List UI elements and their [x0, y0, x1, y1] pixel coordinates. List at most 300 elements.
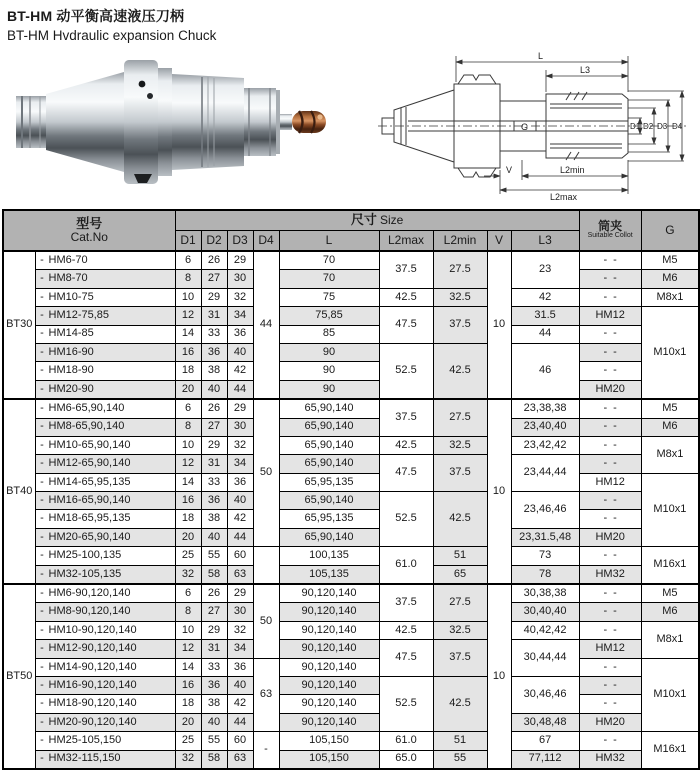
cell-l: 65,90,140: [279, 418, 379, 436]
cell-cat: [35, 695, 175, 713]
cell-l2n: 32.5: [433, 621, 487, 639]
tool-holder-body: [16, 60, 326, 184]
row-bullet: -: [40, 567, 44, 580]
header-collet-en: Suitable Collot: [587, 232, 633, 240]
cell-l: 65,90,140: [279, 399, 379, 418]
catno-text: HM12-75,85: [48, 309, 110, 322]
cell-col: HM20: [579, 528, 641, 546]
cell-d2: 40: [201, 713, 227, 731]
table-row: [3, 362, 699, 380]
cell-d2: 40: [201, 528, 227, 546]
cell-l: 90,120,140: [279, 603, 379, 621]
catno-text: HM14-85: [48, 327, 94, 340]
cell-l2n: 32.5: [433, 436, 487, 454]
cell-l: 85: [279, 325, 379, 343]
cell-l2n: 37.5: [433, 455, 487, 492]
cell-l2x: 61.0: [379, 732, 433, 750]
catno-text: HM8-90,120,140: [48, 605, 131, 618]
cell-cat: [35, 251, 175, 270]
cell-d1: 10: [175, 436, 201, 454]
cell-l: 90: [279, 343, 379, 361]
cell-d3: 34: [227, 455, 253, 473]
cell-d2: 55: [201, 547, 227, 565]
table-row: [3, 565, 699, 584]
balance-hole: [139, 81, 146, 88]
cell-l3: 30,48,48: [511, 713, 579, 731]
cell-col: - -: [579, 658, 641, 676]
row-bullet: -: [40, 253, 44, 266]
cell-d3: 44: [227, 713, 253, 731]
cell-col: - -: [579, 732, 641, 750]
cell-col: - -: [579, 603, 641, 621]
cell-d3: 63: [227, 565, 253, 584]
dim-label-D4: D4: [672, 122, 683, 131]
table-row: [3, 251, 699, 270]
cell-d1: 10: [175, 621, 201, 639]
cell-cat: [35, 418, 175, 436]
cell-d3: 29: [227, 584, 253, 603]
cell-cat: [35, 732, 175, 750]
dim-label-L2max: L2max: [550, 192, 578, 202]
cell-d2: 29: [201, 436, 227, 454]
cell-d2: 27: [201, 418, 227, 436]
cell-l2n: 42.5: [433, 492, 487, 547]
cell-l3: 23,40,40: [511, 418, 579, 436]
header-model-en: Cat.No: [70, 230, 108, 245]
cell-l: 105,150: [279, 750, 379, 769]
row-bullet: -: [40, 382, 44, 395]
cell-g: M8x1: [641, 288, 699, 306]
cell-l: 70: [279, 270, 379, 288]
cell-g: M6: [641, 603, 699, 621]
catno-text: HM10-65,90,140: [48, 438, 131, 451]
cell-d3: 32: [227, 436, 253, 454]
col-header-D2: D2: [201, 231, 227, 252]
cell-l2x: 52.5: [379, 676, 433, 731]
cell-l2x: 37.5: [379, 399, 433, 436]
cell-l2x: 52.5: [379, 492, 433, 547]
cell-d1: 10: [175, 288, 201, 306]
cell-l2n: 32.5: [433, 288, 487, 306]
cell-l3: 30,40,40: [511, 603, 579, 621]
row-bullet: -: [40, 715, 44, 728]
dim-label-D1: D1: [630, 122, 641, 131]
page-subtitle: BT-HM Hvdraulic expansion Chuck: [7, 28, 217, 43]
table-row: [3, 343, 699, 361]
cell-l2x: 52.5: [379, 343, 433, 399]
cell-g: M8x1: [641, 621, 699, 658]
cell-col: - -: [579, 510, 641, 528]
cell-l: 65,90,140: [279, 436, 379, 454]
cell-l: 75: [279, 288, 379, 306]
dim-label-L3: L3: [580, 65, 591, 75]
cell-d3: 32: [227, 288, 253, 306]
table-row: [3, 436, 699, 454]
cell-l: 90,120,140: [279, 621, 379, 639]
cell-l: 90,120,140: [279, 584, 379, 603]
cell-l: 90,120,140: [279, 676, 379, 694]
cell-d3: 44: [227, 380, 253, 399]
cell-d1: 12: [175, 455, 201, 473]
cell-cat: [35, 307, 175, 325]
cell-d4: [253, 547, 279, 584]
cell-l3: 23,42,42: [511, 436, 579, 454]
table-row: [3, 288, 699, 306]
cell-l: 65,90,140: [279, 492, 379, 510]
cell-d2: 26: [201, 251, 227, 270]
dim-label-D3: D3: [657, 122, 668, 131]
table-row: [3, 676, 699, 694]
cell-d3: 42: [227, 510, 253, 528]
cell-d3: 34: [227, 640, 253, 658]
cell-l2n: 51: [433, 547, 487, 565]
row-bullet: -: [40, 438, 44, 451]
ball-nose-highlight: [317, 114, 322, 119]
table-row: [3, 399, 699, 418]
catno-text: HM14-65,95,135: [48, 475, 131, 488]
cell-d1: 14: [175, 325, 201, 343]
cell-l: 90: [279, 362, 379, 380]
col-header-L2min: L2min: [433, 231, 487, 252]
cell-cat: [35, 621, 175, 639]
cell-col: - -: [579, 584, 641, 603]
cell-l2n: 42.5: [433, 676, 487, 731]
cell-d2: 33: [201, 325, 227, 343]
spec-table-body: [3, 251, 699, 769]
row-bullet: -: [40, 697, 44, 710]
cell-col: HM20: [579, 713, 641, 731]
cell-col: HM32: [579, 750, 641, 769]
cell-l: 100,135: [279, 547, 379, 565]
cell-col: - -: [579, 436, 641, 454]
catno-text: HM32-115,150: [48, 752, 121, 765]
cell-cat: [35, 380, 175, 399]
cell-d2: 31: [201, 640, 227, 658]
cell-d1: 20: [175, 713, 201, 731]
cell-col: - -: [579, 676, 641, 694]
row-bullet: -: [40, 494, 44, 506]
header-g: G: [641, 210, 699, 251]
cell-cat: [35, 565, 175, 584]
gauge-cylinder: [16, 96, 46, 148]
cell-cat: [35, 658, 175, 676]
cell-bt: BT30: [3, 251, 35, 399]
cell-l2x: 42.5: [379, 436, 433, 454]
cell-col: - -: [579, 288, 641, 306]
cell-d3: 29: [227, 251, 253, 270]
row-bullet: -: [40, 549, 44, 562]
cell-col: - -: [579, 343, 641, 361]
cell-l2n: 42.5: [433, 343, 487, 399]
cell-l3: 23,31.5,48: [511, 528, 579, 546]
cell-cat: [35, 325, 175, 343]
cell-l3: 30,46,46: [511, 676, 579, 713]
table-row: [3, 640, 699, 658]
cell-d4: 50: [253, 584, 279, 658]
cell-l3: 40,42,42: [511, 621, 579, 639]
cell-cat: [35, 528, 175, 546]
cell-l: 90: [279, 380, 379, 399]
cell-d4: 44: [253, 251, 279, 399]
cell-d2: 31: [201, 455, 227, 473]
cell-g: M5: [641, 399, 699, 418]
cell-v: 10: [487, 584, 511, 769]
table-row: [3, 510, 699, 528]
cell-l2x: 47.5: [379, 640, 433, 677]
cell-d3: 40: [227, 343, 253, 361]
table-header-row-1: [3, 210, 699, 231]
cell-d1: 18: [175, 695, 201, 713]
cell-col: - -: [579, 547, 641, 565]
table-row: [3, 713, 699, 731]
cell-d4: -: [253, 732, 279, 769]
cell-d2: 38: [201, 510, 227, 528]
table-row: [3, 307, 699, 325]
cell-d1: 25: [175, 732, 201, 750]
catno-text: HM10-90,120,140: [48, 623, 137, 636]
cell-l2x: 42.5: [379, 621, 433, 639]
row-bullet: -: [40, 475, 44, 488]
cell-col: - -: [579, 418, 641, 436]
cell-l2n: 27.5: [433, 399, 487, 436]
cell-g: M8x1: [641, 436, 699, 473]
cell-g: M6: [641, 418, 699, 436]
table-row: [3, 732, 699, 750]
row-bullet: -: [40, 290, 44, 303]
cell-cat: [35, 547, 175, 565]
cell-d2: 29: [201, 621, 227, 639]
cell-d1: 20: [175, 528, 201, 546]
cell-l3: 23,46,46: [511, 492, 579, 529]
cell-cat: [35, 270, 175, 288]
cell-cat: [35, 436, 175, 454]
cell-d2: 31: [201, 307, 227, 325]
cell-l: 90,120,140: [279, 695, 379, 713]
col-header-D1: D1: [175, 231, 201, 252]
cell-d3: 40: [227, 492, 253, 510]
cell-col: HM32: [579, 565, 641, 584]
balance-hole-2: [147, 93, 153, 99]
cell-d2: 27: [201, 603, 227, 621]
cell-d1: 8: [175, 603, 201, 621]
table-row: [3, 270, 699, 288]
cell-cat: [35, 343, 175, 361]
collar: [158, 68, 172, 176]
cell-l2x: 47.5: [379, 455, 433, 492]
cell-d1: 18: [175, 362, 201, 380]
cell-l2n: 55: [433, 750, 487, 769]
row-bullet: -: [40, 678, 44, 691]
cell-d2: 38: [201, 362, 227, 380]
header-model: [3, 210, 175, 251]
cell-l3: 44: [511, 325, 579, 343]
col-header-L: L: [279, 231, 379, 252]
cell-l: 65,95,135: [279, 473, 379, 491]
table-row: [3, 658, 699, 676]
cell-col: - -: [579, 270, 641, 288]
cell-l2n: 27.5: [433, 584, 487, 621]
header-collet-cn: 筒夹: [598, 219, 623, 234]
cell-cat: [35, 492, 175, 510]
row-bullet: -: [40, 272, 44, 285]
catno-text: HM14-90,120,140: [48, 660, 137, 673]
cell-g: M10x1: [641, 658, 699, 732]
cell-v: 10: [487, 399, 511, 584]
catno-text: HM16-90: [48, 345, 94, 358]
catno-text: HM16-90,120,140: [48, 678, 137, 691]
cell-l2x: 47.5: [379, 307, 433, 344]
cell-l2n: 51: [433, 732, 487, 750]
cell-col: - -: [579, 695, 641, 713]
cell-d2: 36: [201, 492, 227, 510]
cell-d1: 25: [175, 547, 201, 565]
cell-d3: 30: [227, 270, 253, 288]
cell-l2n: 27.5: [433, 251, 487, 288]
cell-d3: 29: [227, 399, 253, 418]
table-row: [3, 473, 699, 491]
cell-d4: 50: [253, 399, 279, 547]
cell-d2: 58: [201, 750, 227, 769]
dim-label-G: G: [521, 122, 529, 132]
table-row: [3, 621, 699, 639]
cell-d1: 14: [175, 658, 201, 676]
row-bullet: -: [40, 623, 44, 636]
row-bullet: -: [40, 402, 44, 415]
cell-cat: [35, 640, 175, 658]
dim-label-L2min: L2min: [560, 165, 585, 175]
cell-l2x: 37.5: [379, 584, 433, 621]
cell-d3: 44: [227, 528, 253, 546]
cell-l: 65,90,140: [279, 455, 379, 473]
cell-cat: [35, 584, 175, 603]
catno-text: HM20-90,120,140: [48, 715, 137, 728]
cell-cat: [35, 750, 175, 769]
cell-d2: 27: [201, 270, 227, 288]
cell-col: HM20: [579, 380, 641, 399]
catno-text: HM18-90: [48, 364, 94, 377]
header-size-cn: 尺寸: [350, 212, 377, 228]
catno-text: HM8-65,90,140: [48, 420, 125, 433]
cell-l: 65,95,135: [279, 510, 379, 528]
tool-shank: [280, 114, 292, 130]
cell-d2: 29: [201, 288, 227, 306]
catno-text: HM8-70: [48, 272, 88, 285]
cell-d2: 55: [201, 732, 227, 750]
row-bullet: -: [40, 586, 44, 599]
catno-text: HM25-105,150: [48, 734, 122, 747]
catno-text: HM32-105,135: [48, 567, 122, 580]
cell-d1: 16: [175, 676, 201, 694]
catno-text: HM20-65,90,140: [48, 530, 131, 543]
cell-d1: 16: [175, 492, 201, 510]
catno-text: HM20-90: [48, 382, 94, 395]
table-row: [3, 455, 699, 473]
cell-col: HM12: [579, 307, 641, 325]
catno-text: HM18-65,95,135: [48, 512, 131, 525]
cell-d2: 33: [201, 658, 227, 676]
cell-d3: 36: [227, 473, 253, 491]
cell-l2x: 37.5: [379, 251, 433, 288]
cell-l: 70: [279, 251, 379, 270]
cell-l3: 78: [511, 565, 579, 584]
cell-d3: 63: [227, 750, 253, 769]
row-bullet: -: [40, 752, 44, 765]
cell-d3: 36: [227, 658, 253, 676]
table-row: [3, 492, 699, 510]
cell-g: M16x1: [641, 547, 699, 584]
cell-d3: 42: [227, 362, 253, 380]
catno-text: HM12-90,120,140: [48, 642, 137, 655]
cell-cat: [35, 676, 175, 694]
catno-text: HM12-65,90,140: [48, 457, 131, 470]
cell-d2: 26: [201, 399, 227, 418]
row-bullet: -: [40, 327, 44, 340]
dim-label-D2: D2: [643, 122, 654, 131]
cell-d4: 63: [253, 658, 279, 732]
cell-l3: 23,44,44: [511, 455, 579, 492]
cell-l3: 73: [511, 547, 579, 565]
cell-l3: 31.5: [511, 307, 579, 325]
cell-d1: 14: [175, 473, 201, 491]
cell-d1: 32: [175, 565, 201, 584]
catno-text: HM16-65,90,140: [48, 494, 131, 506]
col-header-L2max: L2max: [379, 231, 433, 252]
cell-l: 90,120,140: [279, 658, 379, 676]
cell-d1: 6: [175, 584, 201, 603]
cell-l3: 42: [511, 288, 579, 306]
cell-d2: 36: [201, 676, 227, 694]
cell-d3: 32: [227, 621, 253, 639]
cell-d1: 6: [175, 251, 201, 270]
cell-cat: [35, 362, 175, 380]
cell-l3: 30,38,38: [511, 584, 579, 603]
header-size: [175, 210, 579, 231]
cell-g: M16x1: [641, 732, 699, 769]
row-bullet: -: [40, 660, 44, 673]
tool-bit: [292, 111, 326, 133]
cell-l: 75,85: [279, 307, 379, 325]
cell-l: 65,90,140: [279, 528, 379, 546]
row-bullet: -: [40, 530, 44, 543]
table-row: [3, 418, 699, 436]
cell-l3: 77,112: [511, 750, 579, 769]
cell-g: M5: [641, 251, 699, 270]
product-photo: [4, 44, 344, 210]
cell-l2x: 61.0: [379, 547, 433, 584]
cell-l3: 23: [511, 251, 579, 288]
cell-l2x: 42.5: [379, 288, 433, 306]
catno-text: HM10-75: [48, 290, 94, 303]
catno-text: HM18-90,120,140: [48, 697, 137, 710]
cell-d3: 30: [227, 418, 253, 436]
catno-text: HM25-100,135: [48, 549, 122, 562]
cell-g: M5: [641, 584, 699, 603]
cell-l2x: 65.0: [379, 750, 433, 769]
cell-l: 105,135: [279, 565, 379, 584]
cell-d2: 36: [201, 343, 227, 361]
row-bullet: -: [40, 457, 44, 470]
table-row: [3, 750, 699, 769]
cell-l: 105,150: [279, 732, 379, 750]
cell-d2: 33: [201, 473, 227, 491]
cell-d3: 60: [227, 732, 253, 750]
flange: [124, 60, 158, 184]
spec-table: [2, 209, 700, 770]
cell-cat: [35, 510, 175, 528]
cell-col: - -: [579, 455, 641, 473]
hydraulic-chuck-photo: [4, 44, 344, 210]
row-bullet: -: [40, 734, 44, 747]
